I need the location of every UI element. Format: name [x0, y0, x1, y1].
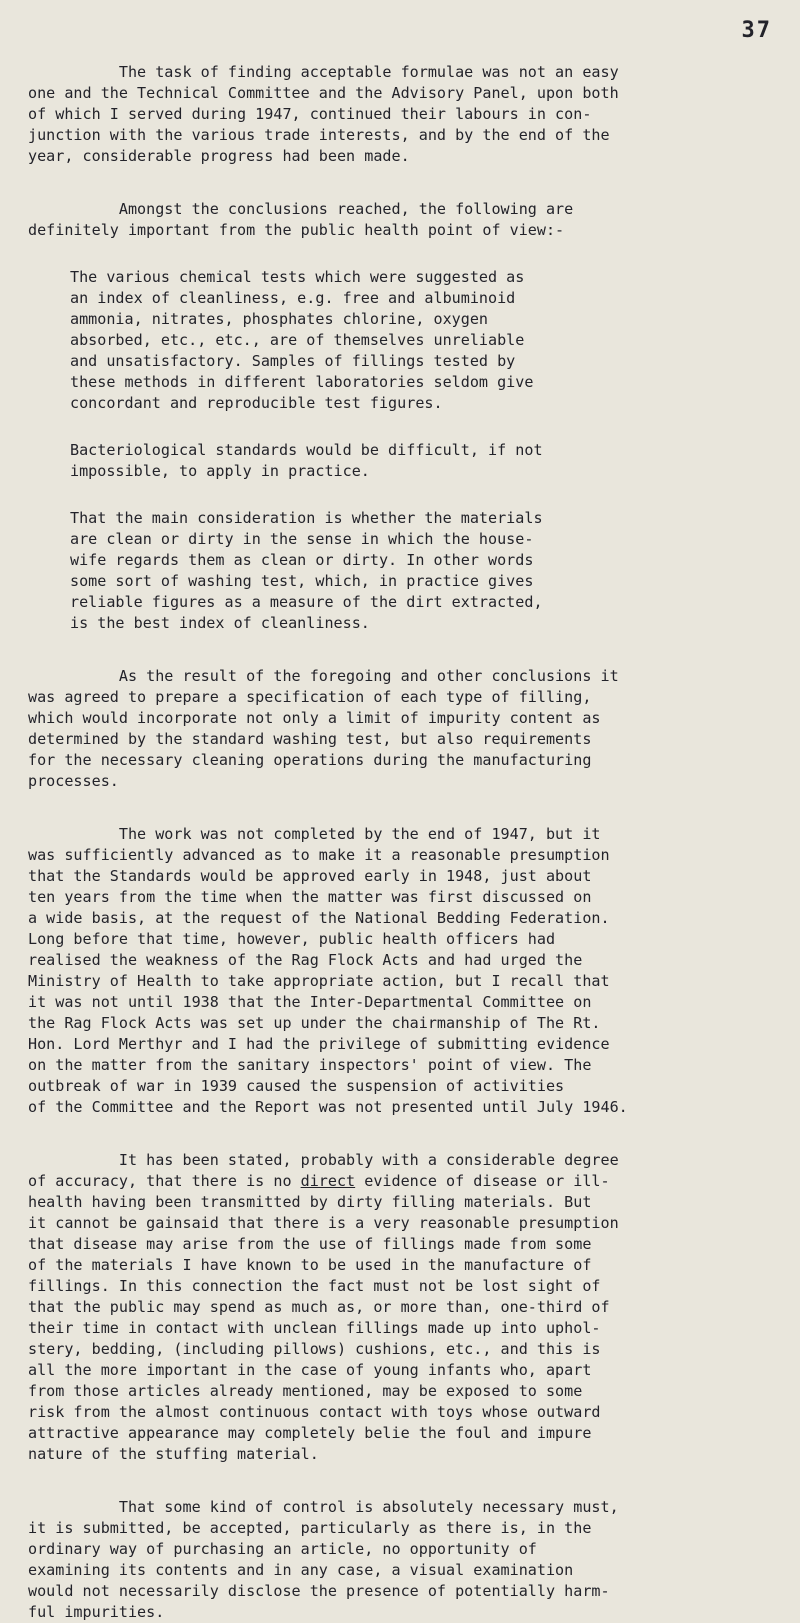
- paragraph-control: That some kind of control is absolutely necessary must, it is submitted, be accepted, particularly as there is, in the ordinary way of purchasing an article, no opportunity of examining its contents and in any case, a visual examination would not necessarily disclose the presence of potentially harm- ful impurities.: [28, 1498, 619, 1621]
- conclusion-washing-test: That the main consideration is whether the materials are clean or dirty in the sense in which the house- wife regards them as clean or dirty. In other words some sort of washing test, which, in practice gives reliable figures as a measure of the dirt extracted, is the best index of cleanliness.: [70, 509, 543, 632]
- paragraph-history: The work was not completed by the end of 1947, but it was sufficiently advanced as to make it a reasonable presumption that the Standards would be approved early in 1948, just about ten years from the time when the matter was first discussed on a wide basis, at the request of the National Bedding Federation. Long before that time, however, public health officers had realised the weakness of the Rag Flock Acts and had urged the Ministry of Health to take appropriate action, but I recall that it was not until 1938 that the Inter-Departmental Committee on the Rag Flock Acts was set up under the chairmanship of The Rt. Hon. Lord Merthyr and I had the privilege of submitting evidence on the matter from the sanitary inspectors' point of view. The outbreak of war in 1939 caused the suspension of activities of the Committee and the Report was not presented until July 1946.: [28, 825, 628, 1116]
- page-number: 37: [741, 18, 772, 43]
- paragraph-disease: [28, 1150, 768, 1465]
- conclusion-bacteriological: Bacteriological standards would be difficult, if not impossible, to apply in practice.: [70, 441, 543, 480]
- paragraph-intro: The task of finding acceptable formulae was not an easy one and the Technical Committee and the Advisory Panel, upon both of which I served during 1947, continued their labours in con- junction with the various trade interests, and by the end of the year, considerable progress had been made.: [28, 63, 619, 165]
- emphasis-direct: direct: [300, 1172, 356, 1190]
- paragraph-specification: As the result of the foregoing and other conclusions it was agreed to prepare a specification of each type of filling, which would incorporate not only a limit of impurity content as determined by the standard washing test, but also requirements for the necessary cleaning operations during the manufacturing processes.: [28, 667, 619, 790]
- conclusions-list: [70, 267, 768, 634]
- document-body: [28, 62, 768, 1623]
- disease-text-b: evidence of disease or ill- health having been transmitted by dirty filling materials. But it cannot be gainsaid that there is a very reasonable presumption that disease may arise from the use of fillings made from some of the materials I have known to be used in the manufacture of fillings. In this connection the fact must not be lost sight of that the public may spend as much as, or more than, one-third of their time in contact with unclean fillings made up into uphol- stery, bedding, (including pillows) cushions, etc., and this is all the more important in the case of young infants who, apart from those articles already mentioned, may be exposed to some risk from the almost continuous contact with toys whose outward attractive appearance may completely belie the foul and impure nature of the stuffing material.: [28, 1172, 619, 1463]
- disease-text-a: It has been stated, probably with a considerable degree of accuracy, that there is no: [28, 1151, 619, 1190]
- paragraph-conclusions: Amongst the conclusions reached, the following are definitely important from the public health point of view:-: [28, 200, 574, 239]
- conclusion-chemical-tests: The various chemical tests which were suggested as an index of cleanliness, e.g. free and albuminoid ammonia, nitrates, phosphates chlorine, oxygen absorbed, etc., etc., are of themselves unreliable and unsatisfactory. Samples of fillings tested by these methods in different laboratories seldom give concordant and reproducible test figures.: [70, 268, 534, 412]
